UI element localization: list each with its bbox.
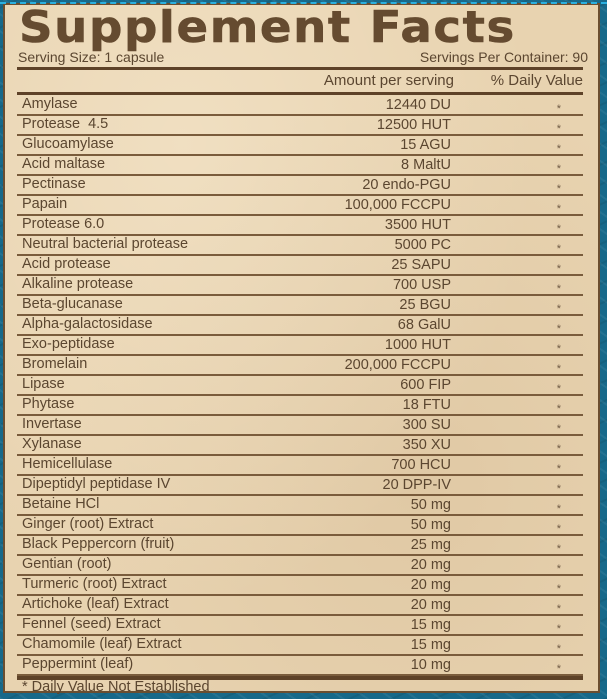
ingredient-name: Glucoamylase <box>22 136 114 152</box>
ingredient-amount: 700 USP <box>392 277 451 293</box>
table-row <box>17 496 583 516</box>
ingredient-daily-value: * <box>556 203 561 215</box>
serving-info <box>18 49 588 67</box>
ingredient-daily-value: * <box>556 183 561 195</box>
ingredient-name: Alkaline protease <box>22 276 134 292</box>
table-row <box>17 296 583 316</box>
table-row <box>17 396 583 416</box>
ingredient-name: Chamomile (leaf) Extract <box>22 636 182 652</box>
ingredient-amount: 12440 DU <box>385 97 451 113</box>
ingredient-name: Fennel (seed) Extract <box>22 616 161 632</box>
ingredient-amount: 600 FIP <box>400 377 451 393</box>
table-row <box>17 156 583 176</box>
ingredient-amount: 20 mg <box>410 597 451 613</box>
ingredient-name: Hemicellulase <box>22 456 113 472</box>
ingredient-amount: 350 XU <box>402 437 451 453</box>
ingredient-name: Amylase <box>22 96 78 112</box>
ingredient-name: Alpha-galactosidase <box>22 316 153 332</box>
ingredient-amount: 15 mg <box>410 637 451 653</box>
ingredient-name: Artichoke (leaf) Extract <box>22 596 169 612</box>
ingredient-daily-value: * <box>556 523 561 535</box>
ingredient-amount: 20 mg <box>410 557 451 573</box>
ingredient-daily-value: * <box>556 423 561 435</box>
table-row <box>17 116 583 136</box>
column-header-daily-value: % Daily Value <box>490 72 583 89</box>
table-row <box>17 376 583 396</box>
ingredient-amount: 15 mg <box>410 617 451 633</box>
ingredient-name: Peppermint (leaf) <box>22 656 134 672</box>
ingredient-daily-value: * <box>556 463 561 475</box>
ingredient-name: Protease 6.0 <box>22 216 105 232</box>
footnote: * Daily Value Not Established <box>22 679 210 695</box>
table-row <box>17 176 583 196</box>
ingredient-name: Acid protease <box>22 256 111 272</box>
table-row <box>17 196 583 216</box>
ingredient-name: Pectinase <box>22 176 86 192</box>
ingredient-name: Phytase <box>22 396 75 412</box>
ingredient-daily-value: * <box>556 543 561 555</box>
ingredient-amount: 20 endo-PGU <box>362 177 451 193</box>
table-row <box>17 276 583 296</box>
ingredient-daily-value: * <box>556 283 561 295</box>
ingredient-amount: 20 DPP-IV <box>382 477 451 493</box>
ingredient-daily-value: * <box>556 623 561 635</box>
table-row <box>17 536 583 556</box>
ingredient-daily-value: * <box>556 563 561 575</box>
ingredient-daily-value: * <box>556 643 561 655</box>
ingredient-name: Acid maltase <box>22 156 106 172</box>
table-row <box>17 596 583 616</box>
ingredient-daily-value: * <box>556 603 561 615</box>
top-dashed-border <box>0 2 607 4</box>
ingredient-name: Invertase <box>22 416 82 432</box>
table-row <box>17 356 583 376</box>
table-row <box>17 616 583 636</box>
header-divider-top <box>17 67 583 70</box>
ingredient-daily-value: * <box>556 143 561 155</box>
table-row <box>17 476 583 496</box>
ingredient-name: Papain <box>22 196 68 212</box>
table-row <box>17 316 583 336</box>
ingredient-amount: 15 AGU <box>400 137 451 153</box>
ingredient-name: Beta-glucanase <box>22 296 123 312</box>
table-row <box>17 416 583 436</box>
ingredient-name: Ginger (root) Extract <box>22 516 154 532</box>
table-row <box>17 256 583 276</box>
ingredient-daily-value: * <box>556 223 561 235</box>
ingredient-daily-value: * <box>556 303 561 315</box>
ingredient-amount: 25 SAPU <box>391 257 451 273</box>
ingredient-amount: 700 HCU <box>391 457 451 473</box>
ingredient-amount: 20 mg <box>410 577 451 593</box>
ingredient-amount: 25 BGU <box>399 297 451 313</box>
ingredient-daily-value: * <box>556 443 561 455</box>
ingredient-name: Exo-peptidase <box>22 336 115 352</box>
ingredient-amount: 12500 HUT <box>376 117 451 133</box>
ingredient-name: Bromelain <box>22 356 88 372</box>
ingredient-amount: 3500 HUT <box>384 217 451 233</box>
table-row <box>17 336 583 356</box>
ingredient-daily-value: * <box>556 123 561 135</box>
ingredient-name: Lipase <box>22 376 65 392</box>
ingredient-amount: 50 mg <box>410 517 451 533</box>
ingredient-amount: 300 SU <box>402 417 451 433</box>
table-row <box>17 576 583 596</box>
ingredient-name: Dipeptidyl peptidase IV <box>22 476 171 492</box>
table-row <box>17 516 583 536</box>
ingredient-amount: 1000 HUT <box>384 337 451 353</box>
table-row <box>17 236 583 256</box>
ingredient-name: Betaine HCl <box>22 496 100 512</box>
table-row <box>17 656 583 676</box>
ingredient-daily-value: * <box>556 323 561 335</box>
table-row <box>17 136 583 156</box>
ingredient-amount: 10 mg <box>410 657 451 673</box>
header-divider-bottom <box>17 92 583 95</box>
ingredient-amount: 200,000 FCCPU <box>344 357 451 373</box>
ingredient-daily-value: * <box>556 263 561 275</box>
ingredient-daily-value: * <box>556 103 561 115</box>
ingredient-name: Protease 4.5 <box>22 116 109 132</box>
ingredient-name: Neutral bacterial protease <box>22 236 189 252</box>
serving-size: Serving Size: 1 capsule <box>18 49 165 65</box>
ingredient-amount: 100,000 FCCPU <box>344 197 451 213</box>
column-headers <box>17 72 583 92</box>
ingredient-daily-value: * <box>556 503 561 515</box>
ingredient-amount: 5000 PC <box>394 237 451 253</box>
servings-per-container: Servings Per Container: 90 <box>419 49 588 65</box>
ingredient-daily-value: * <box>556 583 561 595</box>
ingredient-name: Xylanase <box>22 436 82 452</box>
table-row <box>17 556 583 576</box>
ingredient-amount: 68 GalU <box>397 317 451 333</box>
ingredient-amount: 18 FTU <box>402 397 451 413</box>
ingredient-amount: 50 mg <box>410 497 451 513</box>
table-row <box>17 456 583 476</box>
table-row <box>17 636 583 656</box>
column-header-amount: Amount per serving <box>323 72 454 89</box>
ingredient-daily-value: * <box>556 243 561 255</box>
ingredient-daily-value: * <box>556 163 561 175</box>
ingredient-amount: 25 mg <box>410 537 451 553</box>
ingredient-name: Turmeric (root) Extract <box>22 576 167 592</box>
supplement-facts-panel <box>3 3 600 693</box>
ingredient-amount: 8 MaltU <box>401 157 451 173</box>
ingredient-daily-value: * <box>556 383 561 395</box>
ingredient-name: Gentian (root) <box>22 556 112 572</box>
table-row <box>17 216 583 236</box>
ingredient-daily-value: * <box>556 403 561 415</box>
table-row <box>17 436 583 456</box>
ingredient-table <box>17 96 583 676</box>
ingredient-daily-value: * <box>556 483 561 495</box>
label-title: Supplement Facts <box>19 2 516 53</box>
ingredient-daily-value: * <box>556 343 561 355</box>
ingredient-daily-value: * <box>556 663 561 675</box>
table-row <box>17 96 583 116</box>
ingredient-name: Black Peppercorn (fruit) <box>22 536 175 552</box>
ingredient-daily-value: * <box>556 363 561 375</box>
